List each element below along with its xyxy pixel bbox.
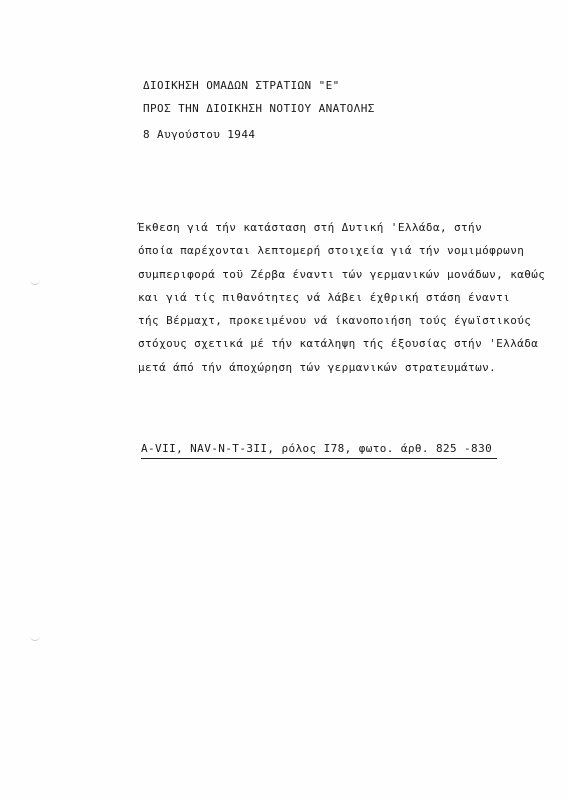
report-summary (138, 216, 546, 379)
summary-line: Έκθεση γιά τήν κατάσταση στή Δυτική 'Ελλάδα, στήν (138, 221, 483, 234)
recipient-line: ΠΡΟΣ ΤΗΝ ΔΙΟΙΚΗΣΗ ΝΟΤΙΟΥ ΑΝΑΤΟΛΗΣ (143, 102, 375, 115)
summary-line: συμπεριφορά τοϋ Ζέρβα έναντι τών γερμανικών μονάδων, καθώς (138, 267, 546, 281)
document-date: 8 Αυγούστου 1944 (143, 128, 256, 141)
summary-line: τής Βέρμαχτ, προκειμένου νά ίκανοποιήση τούς έγωϊστικούς (138, 314, 532, 328)
archive-reference: Α-VII, NAV-N-T-3II, ρόλος I78, φωτο. άρθ. 825 -830 (141, 442, 497, 459)
scan-edge-mark (30, 278, 40, 285)
summary-line: μετά άπό τήν άποχώρηση τών γερμανικών στρατευμάτων. (138, 360, 497, 374)
summary-line: όποία παρέχονται λεπτομερή στοιχεία γιά τήν νομιμόφρωνη (138, 244, 525, 258)
scan-edge-mark (30, 634, 40, 641)
summary-line: και γιά τίς πιθανότητες νά λάβει έχθρική στάση έναντι (138, 290, 511, 304)
summary-line: στόχους σχετικά μέ τήν κατάληψη τής έξουσίας στήν 'Ελλάδα (138, 337, 539, 351)
sender-line: ΔΙΟΙΚΗΣΗ ΟΜΑΔΩΝ ΣΤΡΑΤΙΩΝ "Ε" (143, 79, 340, 92)
